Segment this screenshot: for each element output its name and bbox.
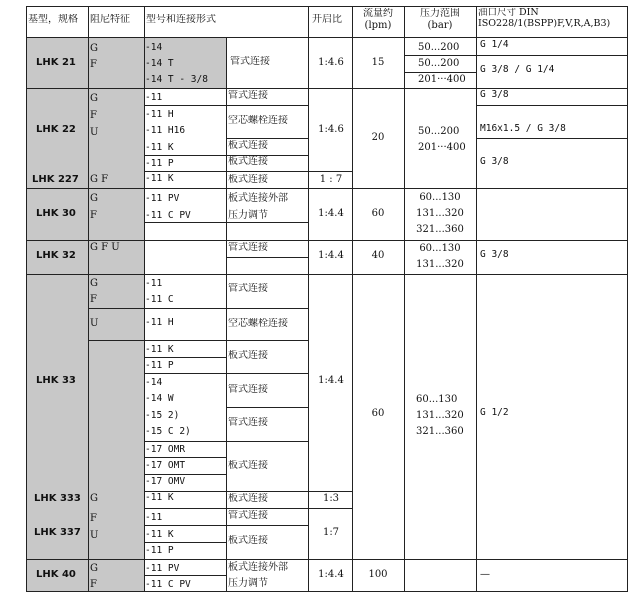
pressure-lhk32: 60...130 131...320 xyxy=(416,243,464,270)
port-lhk21-b: G 3/8 / G 1/4 xyxy=(480,65,555,75)
damping-lhk337: F U xyxy=(90,513,99,541)
port-lhk21-a: G 1/4 xyxy=(480,40,509,50)
port-lhk22-a: G 3/8 xyxy=(480,90,509,100)
type-lhk32: LHK 32 xyxy=(36,250,76,261)
conn-lhk22-bolt: 空芯螺栓连接 xyxy=(228,115,288,126)
conn-lhk337-plate: 板式连接 xyxy=(228,535,268,546)
conn-lhk33-tube-c: 管式连接 xyxy=(228,417,268,428)
type-lhk337: LHK 337 xyxy=(34,527,81,538)
models-lhk33-15: -15 2) -15 C 2) xyxy=(145,410,191,437)
conn-lhk33-plate-b: 板式连接 xyxy=(228,460,268,471)
conn-lhk337-tube: 管式连接 xyxy=(228,510,268,521)
conn-lhk33-bolt: 空芯螺栓连接 xyxy=(228,318,288,329)
port-lhk32: G 3/8 xyxy=(480,250,509,260)
damping-lhk22: G F U xyxy=(90,93,99,138)
ratio-lhk22: 1:4.6 xyxy=(318,124,344,135)
damping-lhk333: G xyxy=(90,493,98,504)
damping-lhk40: G F xyxy=(90,563,98,590)
type-lhk22: LHK 22 xyxy=(36,124,76,135)
conn-lhk22-tube: 管式连接 xyxy=(228,90,268,101)
conn-lhk21: 管式连接 xyxy=(230,56,270,67)
conn-lhk32: 管式连接 xyxy=(228,242,268,253)
flow-lhk33: 60 xyxy=(371,408,385,419)
pressure-lhk33: 60...130 131...320 321...360 xyxy=(416,394,464,437)
pressure-lhk21: 50...200 50...200 201···400 xyxy=(418,42,466,85)
type-lhk33: LHK 33 xyxy=(36,375,76,386)
flow-lhk21: 15 xyxy=(371,57,385,68)
conn-lhk333: 板式连接 xyxy=(228,493,268,504)
models-lhk337: -11 -11 K -11 P xyxy=(145,512,174,556)
model-lhk333: -11 K xyxy=(145,493,174,503)
damping-lhk33-gf: G F xyxy=(90,278,98,305)
pressure-lhk22: 50...200 201···400 xyxy=(418,126,466,153)
models-lhk33-11: -11 -11 C xyxy=(145,278,174,305)
port-lhk22-b: M16x1.5 / G 3/8 xyxy=(480,124,566,134)
type-lhk40: LHK 40 xyxy=(36,569,76,580)
flow-lhk32: 40 xyxy=(371,250,385,261)
models-lhk33-17: -17 OMR -17 OMT -17 OMV xyxy=(145,444,186,487)
models-lhk40: -11 PV -11 C PV xyxy=(145,563,191,590)
damping-lhk21: G F xyxy=(90,43,98,70)
port-lhk33: G 1/2 xyxy=(480,408,509,418)
flow-lhk30: 60 xyxy=(371,208,385,219)
models-lhk21: -14 -14 T -14 T - 3/8 xyxy=(145,42,208,85)
ratio-lhk227: 1 : 7 xyxy=(319,174,343,185)
models-lhk22: -11 -11 H -11 H16 -11 K -11 P xyxy=(145,92,186,169)
ratio-lhk21: 1:4.6 xyxy=(318,57,344,68)
ratio-lhk30: 1:4.4 xyxy=(318,208,344,219)
ratio-lhk337: 1:7 xyxy=(322,527,340,538)
conn-lhk30: 板式连接外部 压力调节 xyxy=(228,193,288,221)
header-damping: 阻尼特征 xyxy=(90,14,130,25)
ratio-lhk33: 1:4.4 xyxy=(318,375,344,386)
models-lhk33-kp: -11 K -11 P xyxy=(145,344,174,371)
flow-lhk40: 100 xyxy=(368,569,388,580)
conn-lhk33-tube-b: 管式连接 xyxy=(228,384,268,395)
conn-lhk40: 板式连接外部 压力调节 xyxy=(228,562,288,589)
damping-lhk33-u: U xyxy=(90,318,99,329)
ratio-lhk40: 1:4.4 xyxy=(318,569,344,580)
header-port: 油口尺寸 DIN ISO228/1(BSPP)F,V,R,A,B3) xyxy=(478,8,611,29)
conn-lhk33-tube-a: 管式连接 xyxy=(228,283,268,294)
damping-lhk227: G F xyxy=(90,174,109,185)
type-lhk333: LHK 333 xyxy=(34,493,81,504)
conn-lhk22-plate-k: 板式连接 xyxy=(228,140,268,151)
damping-lhk32: G F U xyxy=(90,242,120,253)
header-flow: 流量约 (lpm) xyxy=(363,8,393,31)
type-lhk21: LHK 21 xyxy=(36,57,76,68)
type-lhk227: LHK 227 xyxy=(32,174,79,185)
header-type-size: 基型，规格 xyxy=(28,14,78,25)
pressure-lhk30: 60...130 131...320 321...360 xyxy=(416,192,464,235)
model-lhk33-11h: -11 H xyxy=(145,318,174,328)
ratio-lhk333: 1:3 xyxy=(322,493,340,504)
type-lhk30: LHK 30 xyxy=(36,208,76,219)
conn-lhk22-plate-p: 板式连接 xyxy=(228,156,268,167)
conn-lhk33-plate-a: 板式连接 xyxy=(228,350,268,361)
ratio-lhk32: 1:4.4 xyxy=(318,250,344,261)
conn-lhk227: 板式连接 xyxy=(228,174,268,185)
port-lhk22-c: G 3/8 xyxy=(480,157,509,167)
model-lhk227: -11 K xyxy=(145,174,174,184)
header-pressure: 压力范围 (bar) xyxy=(420,8,460,31)
flow-lhk22: 20 xyxy=(371,132,385,143)
header-model: 型号和连接形式 xyxy=(146,14,216,25)
models-lhk30: -11 PV -11 C PV xyxy=(145,193,191,221)
header-ratio: 开启比 xyxy=(312,14,342,25)
damping-lhk30: G F xyxy=(90,193,98,221)
models-lhk33-14: -14 -14 W xyxy=(145,377,174,404)
port-lhk40: — xyxy=(480,569,490,580)
